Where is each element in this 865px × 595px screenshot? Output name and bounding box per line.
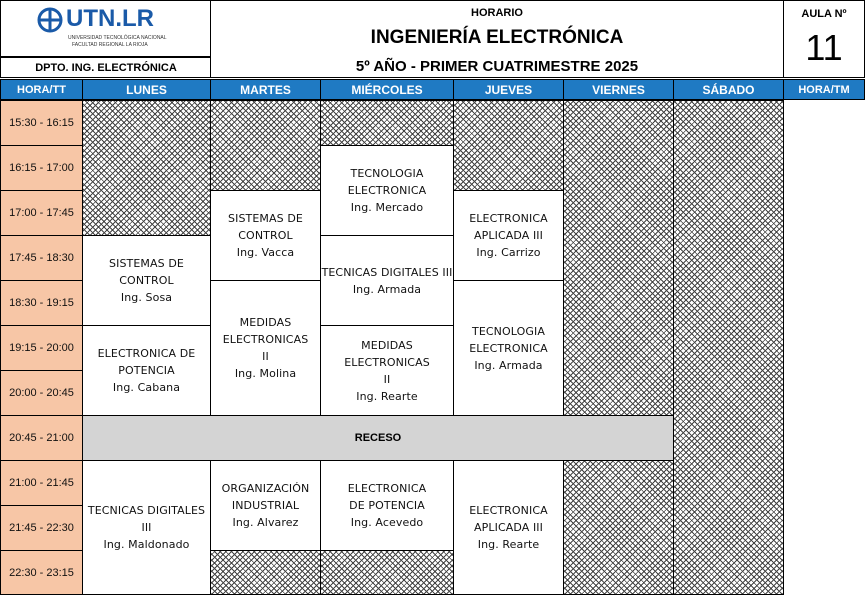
time-slot: 22:30 - 23:15 xyxy=(0,550,83,595)
class-cell xyxy=(320,460,454,551)
aula-label: AULA Nº xyxy=(801,8,847,20)
class-subject: MEDIDAS ELECTRONICAS II xyxy=(222,316,309,363)
class-professor: Ing. Alvarez xyxy=(232,516,299,529)
col-viernes: VIERNES xyxy=(563,79,674,100)
page-title: INGENIERÍA ELECTRÓNICA xyxy=(370,27,624,48)
time-slot: 16:15 - 17:00 xyxy=(0,145,83,191)
col-jueves: JUEVES xyxy=(453,79,564,100)
class-subject: ELECTRONICA DE POTENCIA xyxy=(347,482,427,512)
time-slot: 20:45 - 21:00 xyxy=(0,415,83,461)
empty-slot xyxy=(320,550,454,595)
class-cell xyxy=(210,190,321,281)
recess-bar: RECESO xyxy=(82,415,674,461)
class-cell xyxy=(320,325,454,416)
page-subtitle: 5º AÑO - PRIMER CUATRIMESTRE 2025 xyxy=(355,58,639,75)
time-slot: 18:30 - 19:15 xyxy=(0,280,83,326)
class-cell xyxy=(320,235,454,326)
class-subject: MEDIDAS ELECTRONICAS II xyxy=(344,338,430,386)
class-professor: Ing. Vacca xyxy=(236,246,295,259)
logo-line1: UNIVERSIDAD TECNOLÓGICA NACIONAL xyxy=(68,35,167,41)
class-subject: SISTEMAS DE CONTROL xyxy=(109,257,184,287)
class-cell xyxy=(210,460,321,551)
class-subject: TECNOLOGIA ELECTRONICA xyxy=(469,324,548,355)
empty-slot xyxy=(453,100,564,191)
class-professor: Ing. Mercado xyxy=(350,201,424,214)
logo-line2: FACULTAD REGIONAL LA RIOJA xyxy=(72,42,148,48)
class-professor: Ing. Sosa xyxy=(120,291,173,304)
empty-slot xyxy=(563,100,674,416)
class-cell xyxy=(453,280,564,416)
class-professor: Ing. Rearte xyxy=(356,389,418,403)
class-cell xyxy=(82,460,211,595)
class-professor: Ing. Molina xyxy=(234,367,297,380)
time-slot: 17:45 - 18:30 xyxy=(0,235,83,281)
class-subject: TECNICAS DIGITALES III xyxy=(321,265,453,279)
empty-slot xyxy=(210,550,321,595)
class-cell xyxy=(210,280,321,416)
col-martes: MARTES xyxy=(210,79,321,100)
header-label: HORARIO xyxy=(471,7,523,19)
hora-tm-column xyxy=(783,100,784,595)
class-professor: Ing. Cabana xyxy=(112,381,181,394)
empty-slot xyxy=(210,100,321,191)
class-professor: Ing. Armada xyxy=(474,358,543,372)
logo xyxy=(36,4,186,52)
col-hora-tt: HORA/TT xyxy=(0,79,83,100)
empty-slot xyxy=(563,460,674,595)
time-slot: 17:00 - 17:45 xyxy=(0,190,83,236)
class-cell xyxy=(453,190,564,281)
class-subject: ELECTRONICA APLICADA III xyxy=(469,212,548,242)
empty-slot xyxy=(673,100,784,595)
col-lunes: LUNES xyxy=(82,79,211,100)
col-sabado: SÁBADO xyxy=(673,79,784,100)
time-slot: 20:00 - 20:45 xyxy=(0,370,83,416)
class-cell xyxy=(82,325,211,416)
col-miercoles: MIÉRCOLES xyxy=(320,79,454,100)
class-cell xyxy=(320,145,454,236)
class-subject: SISTEMAS DE CONTROL xyxy=(228,212,303,242)
class-cell xyxy=(453,460,564,595)
time-slot: 19:15 - 20:00 xyxy=(0,325,83,371)
aula-number: 11 xyxy=(805,27,843,68)
utn-logo-icon xyxy=(36,6,64,34)
class-professor: Ing. Carrizo xyxy=(476,246,541,259)
class-subject: ELECTRONICA DE POTENCIA xyxy=(97,347,196,377)
class-professor: Ing. Acevedo xyxy=(350,516,424,529)
empty-slot xyxy=(320,100,454,146)
class-subject: ELECTRONICA APLICADA III xyxy=(469,504,548,534)
class-professor: Ing. Maldonado xyxy=(103,538,190,551)
time-slot: 21:00 - 21:45 xyxy=(0,460,83,506)
empty-slot xyxy=(82,100,211,236)
logo-text: UTN.LR xyxy=(66,5,154,32)
department-label: DPTO. ING. ELECTRÓNICA xyxy=(0,57,211,78)
time-slot: 15:30 - 16:15 xyxy=(0,100,83,146)
class-cell xyxy=(82,235,211,326)
time-slot: 21:45 - 22:30 xyxy=(0,505,83,551)
col-hora-tm: HORA/TM xyxy=(783,79,865,100)
class-subject: TECNICAS DIGITALES III xyxy=(87,504,206,534)
class-subject: ORGANIZACIÓN INDUSTRIAL xyxy=(221,482,310,512)
class-professor: Ing. Armada xyxy=(352,282,422,296)
class-professor: Ing. Rearte xyxy=(477,538,540,551)
class-subject: TECNOLOGIA ELECTRONICA xyxy=(347,167,427,197)
